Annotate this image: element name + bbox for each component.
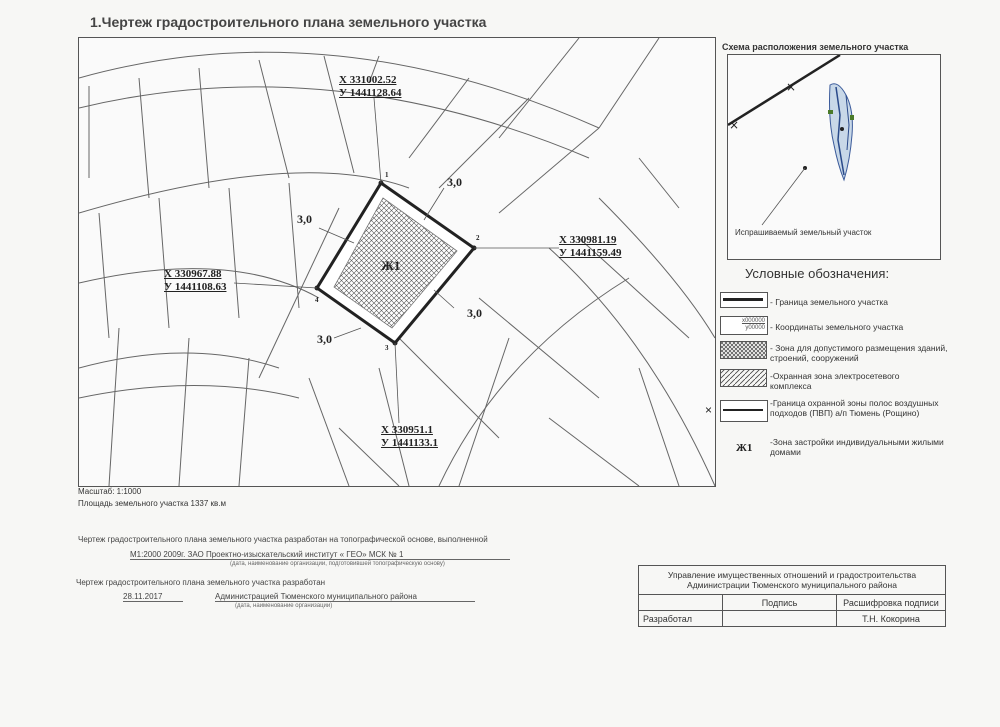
title-block-header: Управление имущественных отношений и градостроительства Администрации Тюменского муниципального района	[639, 566, 946, 595]
plan-map	[78, 37, 716, 487]
vertex-number: 4	[315, 296, 319, 304]
signature-cell	[723, 611, 837, 627]
cross-icon: ×	[705, 403, 713, 417]
vertex-number: 1	[385, 171, 389, 179]
legend-boundary-swatch	[720, 292, 768, 308]
developer-name: Т.Н. Кокорина	[837, 611, 946, 627]
coord-point-4: X 330967.88 У 1441108.63	[164, 268, 227, 293]
legend-coords-swatch: х000000 у00000	[720, 316, 768, 335]
coord-point-1: X 331002.52 У 1441128.64	[339, 74, 402, 99]
coord-point-2: X 330981.19 У 1441159.49	[559, 234, 622, 259]
setback-label: 3,0	[297, 212, 312, 226]
scale-label: Масштаб: 1:1000	[78, 487, 142, 496]
col-signature: Подпись	[723, 595, 837, 611]
footer-line-3: Чертеж градостроительного плана земельного участка разработан	[76, 578, 326, 587]
page-title: 1.Чертеж градостроительного плана земельного участка	[90, 14, 487, 30]
row-developed-by: Разработал	[639, 611, 723, 627]
svg-text:×: ×	[786, 80, 797, 94]
setback-label: 3,0	[467, 306, 482, 320]
legend-item-boundary: - Граница земельного участка	[770, 297, 888, 307]
legend-item-residential: -Зона застройки индивидуальными жилыми домами	[770, 437, 944, 457]
legend-item-approach-zone: -Граница охранной зоны полос воздушных подходов (ПВП) а/п Тюмень (Рощино)	[770, 398, 939, 418]
footer-org: Администрацией Тюменского муниципального района	[215, 592, 475, 602]
legend-item-power-zone: -Охранная зона электросетевого комплекса	[770, 371, 900, 391]
setback-label: 3,0	[317, 332, 332, 346]
zone-label: Ж1	[381, 258, 401, 273]
setback-label: 3,0	[447, 175, 462, 189]
legend-item-coords: - Координаты земельного участка	[770, 322, 904, 332]
legend-hatch-swatch	[720, 369, 768, 387]
legend-item-buildable: - Зона для допустимого размещения зданий, строений, сооружений	[770, 343, 948, 363]
title-block	[638, 565, 946, 627]
footer-date: 28.11.2017	[123, 592, 183, 602]
vertex-number: 3	[385, 344, 389, 352]
legend-title: Условные обозначения:	[745, 266, 890, 281]
scheme-title: Схема расположения земельного участка	[722, 42, 909, 52]
footer-line-2: М1:2000 2009г. ЗАО Проектно-изыскательский институт « ГЕО» МСК № 1	[130, 550, 510, 560]
footer-note-1: (дата, наименование организации, подготовившей топографическую основу)	[230, 561, 445, 567]
legend-zone-symbol: Ж1	[736, 442, 753, 454]
col-signature-decode: Расшифровка подписи	[837, 595, 946, 611]
footer-line-1: Чертеж градостроительного плана земельного участка разработан на топографической основе, выполненной	[78, 535, 488, 544]
coord-point-3: X 330951.1 У 1441133.1	[381, 424, 438, 449]
footer-note-2: (дата, наименование организации)	[235, 603, 333, 609]
scheme-caption: Испрашиваемый земельный участок	[735, 228, 872, 237]
svg-text:×: ×	[729, 118, 740, 132]
vertex-number: 2	[476, 234, 480, 242]
legend-crosshatch-swatch	[720, 341, 768, 359]
legend-approach-swatch	[720, 400, 768, 422]
area-label: Площадь земельного участка 1337 кв.м	[78, 499, 226, 508]
